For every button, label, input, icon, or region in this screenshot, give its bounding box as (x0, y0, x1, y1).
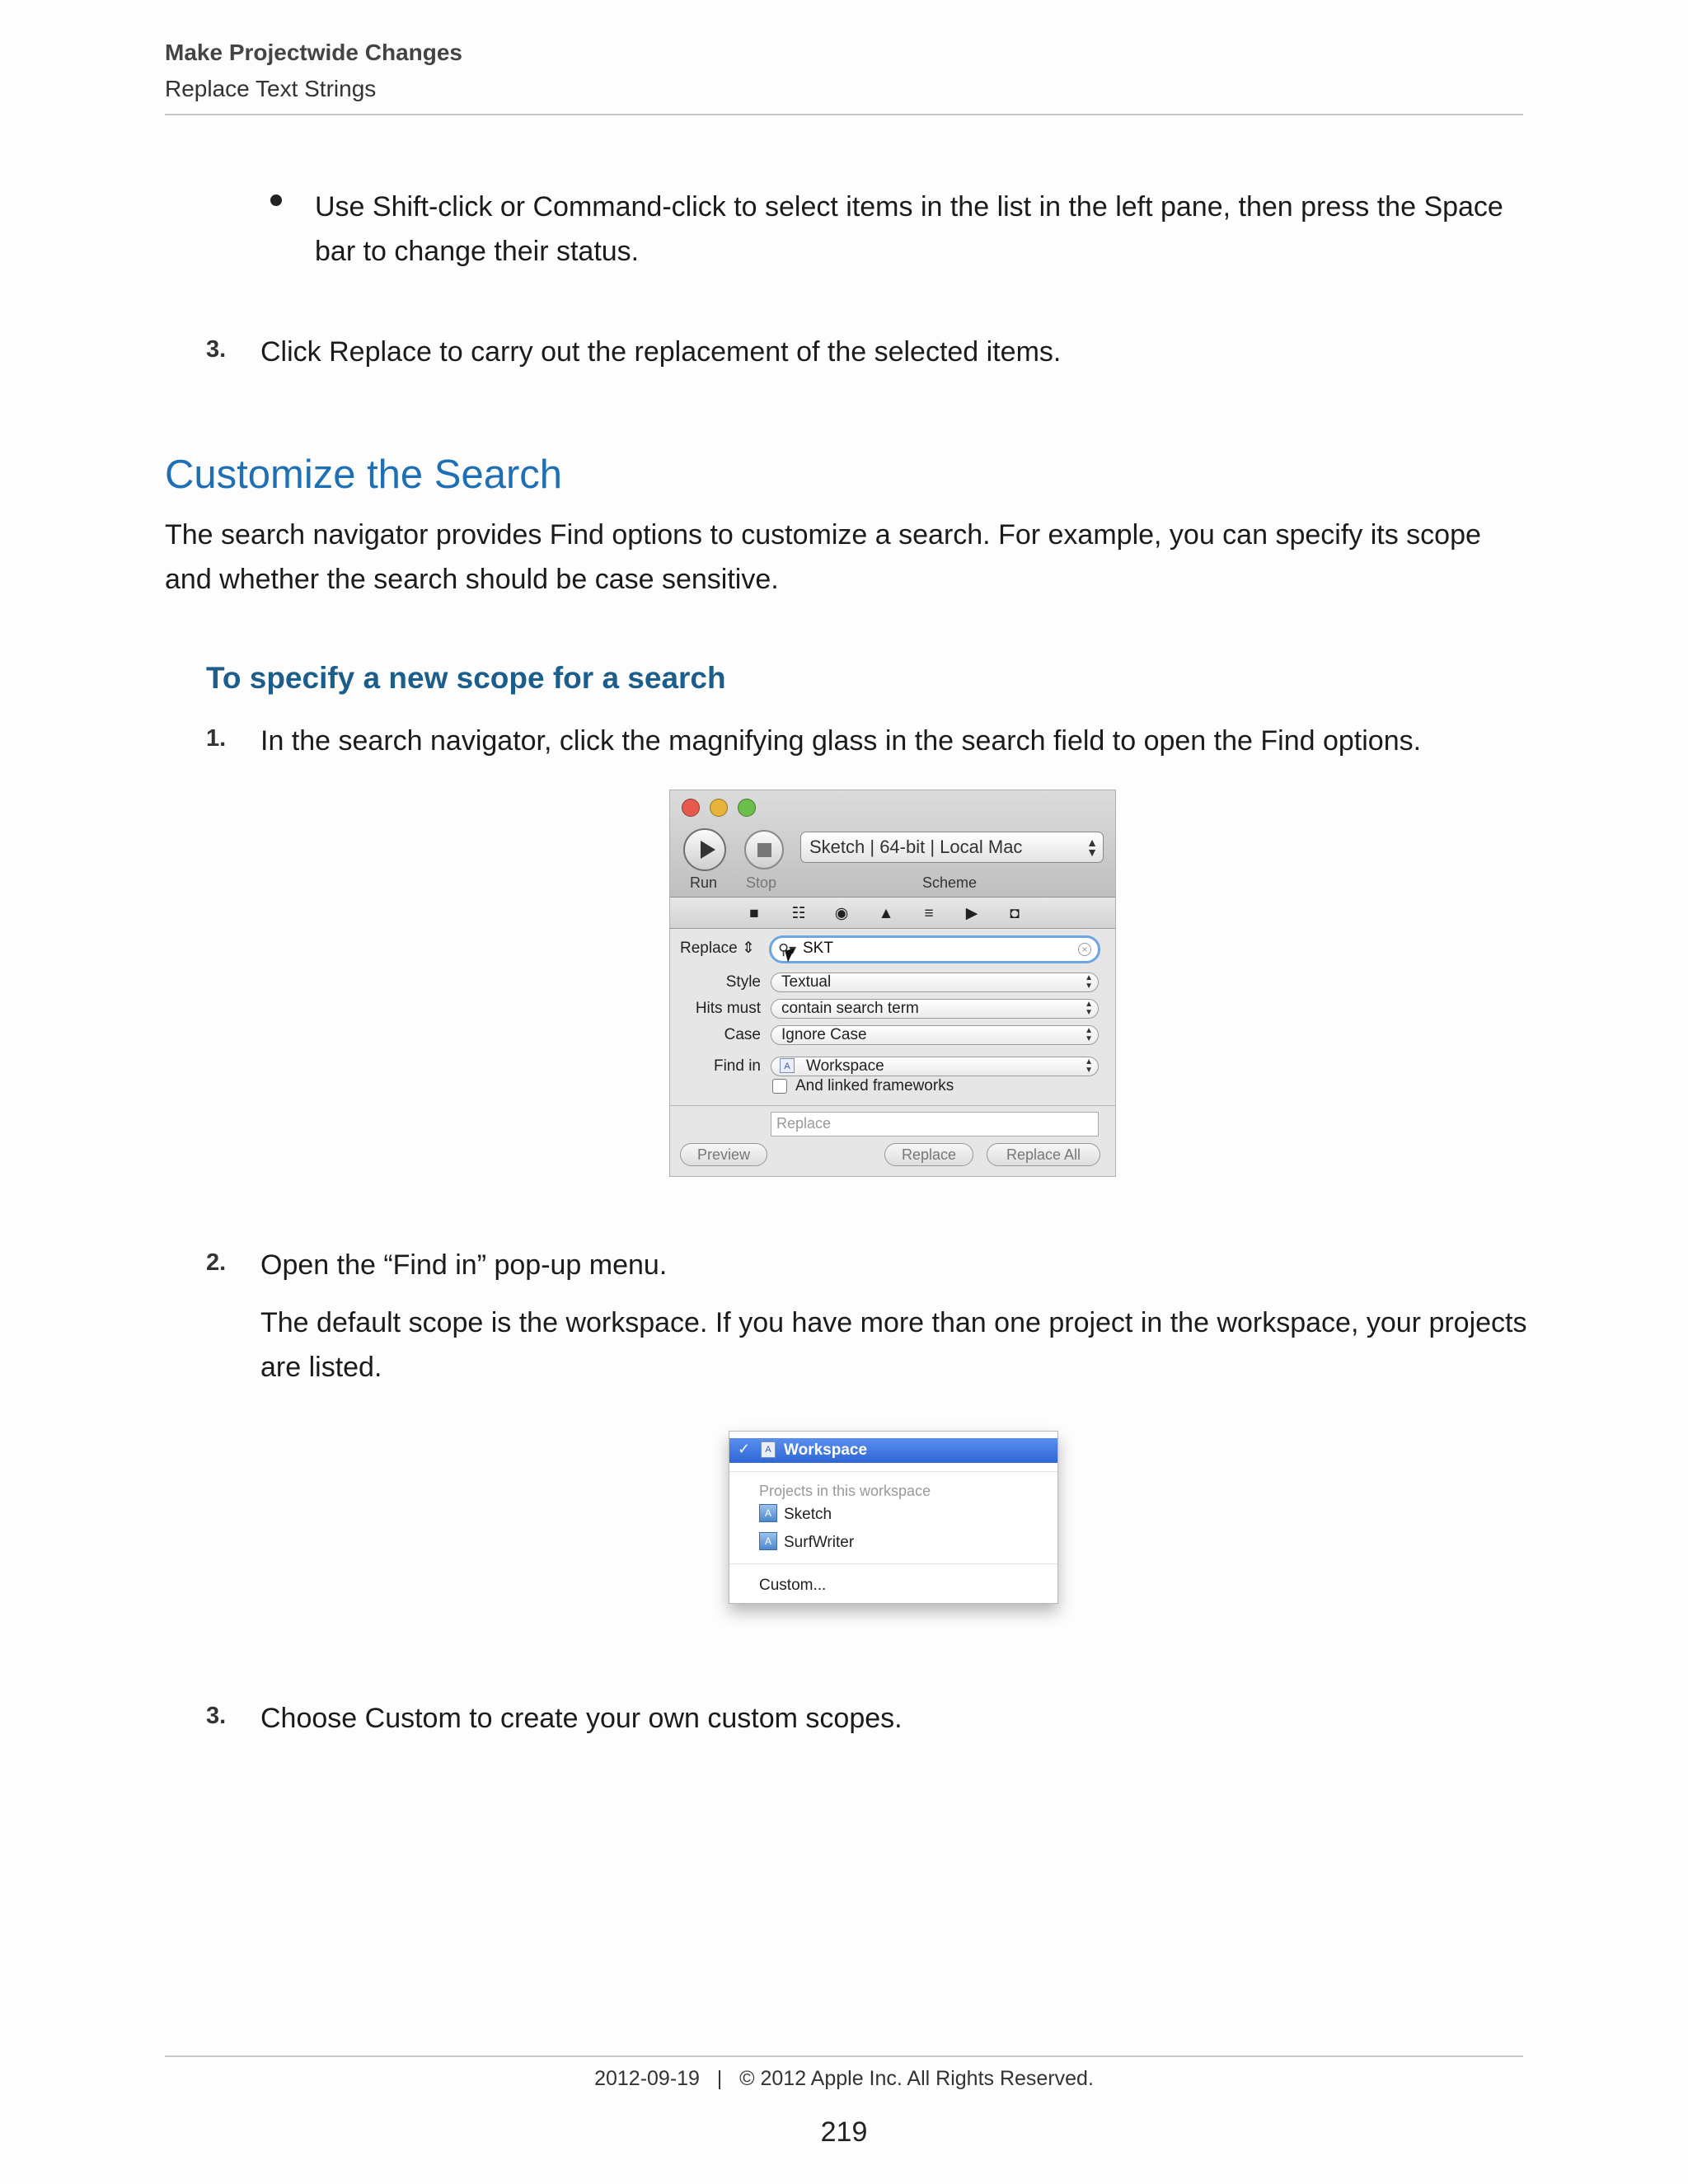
project-icon: A (759, 1504, 777, 1522)
close-window-icon[interactable] (682, 799, 700, 817)
find-options-screenshot (669, 790, 1116, 1177)
linked-frameworks-checkbox[interactable] (772, 1079, 787, 1094)
debug-list-icon[interactable]: ≡ (924, 905, 934, 922)
linked-frameworks-label: And linked frameworks (795, 1077, 954, 1094)
checkmark-icon: ✓ (738, 1441, 751, 1457)
section-body: The search navigator provides Find options to customize a search. For example, you can specify its scope and whether the search should be case sensitive. (165, 519, 1481, 595)
step-detail: The default scope is the workspace. If you have more than one project in the workspace, your projects are listed. (260, 1307, 1527, 1383)
stop-button[interactable] (744, 830, 784, 869)
step-text: Choose Custom to create your own custom scopes. (260, 1703, 903, 1734)
menu-item-label: Workspace (784, 1441, 868, 1459)
step-text: In the search navigator, click the magnifying glass in the search field to open the Find options. (260, 725, 1422, 757)
section-title: Customize the Search (165, 452, 563, 497)
replace-placeholder: Replace (776, 1115, 832, 1132)
symbol-hierarchy-icon[interactable]: ☷ (791, 905, 806, 922)
step-number: 3. (206, 336, 227, 363)
warning-icon[interactable]: ▲ (878, 905, 894, 922)
search-field[interactable] (769, 935, 1100, 963)
style-label: Style (725, 973, 761, 991)
workspace-icon: A (780, 1058, 795, 1073)
bullet-text: Use Shift-click or Command-click to select items in the list in the left pane, then press the Space bar to change their status. (315, 191, 1503, 267)
findin-label: Find in (713, 1057, 761, 1075)
mode-popup[interactable]: Replace ⇕ (680, 940, 755, 957)
workspace-icon: A (761, 1441, 776, 1458)
menu-item-workspace[interactable] (729, 1438, 1057, 1463)
menu-group-header: Projects in this workspace (759, 1483, 931, 1499)
updown-arrows-icon: ▲ ▼ (1085, 1026, 1093, 1043)
divider (670, 1105, 1115, 1106)
case-popup[interactable] (771, 1025, 1099, 1045)
footer-rule (165, 2055, 1523, 2057)
replace-field[interactable] (771, 1112, 1099, 1137)
search-navigator-icon[interactable]: ◉ (834, 905, 849, 922)
style-popup[interactable] (771, 972, 1099, 992)
hits-value: contain search term (781, 1000, 919, 1017)
run-button[interactable] (683, 828, 726, 871)
mode-value: Replace (680, 940, 738, 957)
header-rule (165, 114, 1523, 115)
page-number: 219 (820, 2116, 868, 2148)
footer-copyright: 2012-09-19 | © 2012 Apple Inc. All Rights Reserved. (594, 2067, 1094, 2090)
scheme-value: Sketch | 64-bit | Local Mac (809, 837, 1023, 857)
folder-icon[interactable]: ■ (749, 905, 759, 922)
hits-label: Hits must (695, 1000, 761, 1017)
replace-all-button[interactable]: Replace All (987, 1143, 1100, 1166)
menu-separator (729, 1471, 1057, 1472)
step-text: Click Replace to carry out the replacement of the selected items. (260, 336, 1062, 368)
updown-arrows-icon: ▲ ▼ (1085, 973, 1093, 991)
task-title: To specify a new scope for a search (206, 661, 726, 695)
case-value: Ignore Case (781, 1026, 867, 1043)
log-icon[interactable]: ◘ (1010, 905, 1020, 922)
style-value: Textual (781, 973, 832, 991)
menu-separator (729, 1563, 1057, 1564)
updown-arrows-icon: ▲ ▼ (1086, 836, 1098, 859)
navigator-selector-bar (670, 898, 1115, 929)
bullet-icon (270, 194, 282, 206)
run-label: Run (690, 874, 718, 891)
step-text: Open the “Find in” pop-up menu. (260, 1249, 668, 1281)
replace-button[interactable]: Replace (884, 1143, 973, 1166)
step-number: 1. (206, 725, 227, 752)
scheme-popup[interactable] (800, 832, 1104, 863)
running-header-chapter: Make Projectwide Changes (165, 40, 463, 65)
search-text: SKT (803, 940, 833, 957)
magnifying-glass-icon[interactable]: ⚲▾ (778, 941, 797, 958)
scheme-label: Scheme (922, 874, 978, 891)
menu-item-label: SurfWriter (784, 1534, 855, 1551)
running-header-section: Replace Text Strings (165, 76, 377, 101)
preview-button[interactable]: Preview (680, 1143, 767, 1166)
case-label: Case (724, 1026, 761, 1043)
updown-arrows-icon: ▲ ▼ (1085, 1000, 1093, 1017)
project-icon: A (759, 1532, 777, 1550)
findin-popup[interactable] (771, 1057, 1099, 1076)
updown-arrows-icon: ▲ ▼ (1085, 1057, 1093, 1075)
breakpoint-icon[interactable]: ▶ (965, 905, 978, 922)
findin-value: Workspace (806, 1057, 884, 1075)
stop-label: Stop (746, 874, 777, 891)
step-number: 3. (206, 1703, 227, 1729)
step-number: 2. (206, 1249, 227, 1276)
minimize-window-icon[interactable] (710, 799, 728, 817)
xcode-toolbar (670, 790, 1115, 898)
menu-item-label: Sketch (784, 1506, 832, 1523)
menu-item-custom[interactable]: Custom... (759, 1577, 827, 1594)
findin-menu-screenshot (729, 1431, 1058, 1604)
zoom-window-icon[interactable] (738, 799, 756, 817)
clear-search-icon[interactable]: × (1078, 943, 1091, 956)
hits-popup[interactable] (771, 999, 1099, 1019)
